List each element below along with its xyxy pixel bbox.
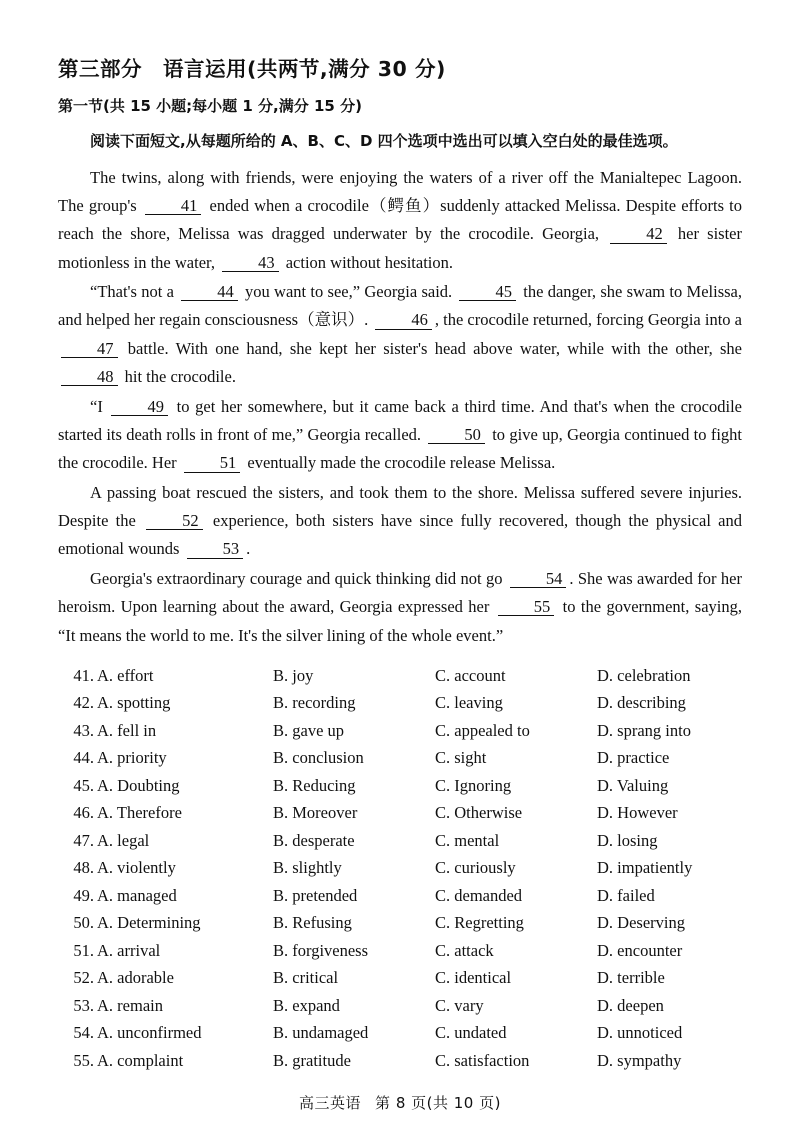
question-row	[58, 1023, 742, 1043]
passage-text: , the crocodile returned, forcing Georgia into a	[434, 310, 742, 330]
footer-page: 第 8 页(共 10 页)	[375, 1094, 501, 1112]
option-c[interactable]: C. satisfaction	[435, 1050, 530, 1070]
option-b[interactable]: B. forgiveness	[273, 940, 369, 960]
answer-blank[interactable]: 44	[181, 283, 238, 301]
option-d[interactable]: D. celebration	[597, 665, 691, 685]
answer-blank[interactable]: 49	[111, 398, 168, 416]
passage-text: eventually made the crocodile release Melissa.	[243, 453, 556, 473]
option-a[interactable]: A. spotting	[97, 693, 171, 713]
option-a[interactable]: A. legal	[97, 830, 150, 850]
question-number: 52.	[73, 968, 94, 988]
question-number: 48.	[73, 858, 94, 878]
option-c[interactable]: C. demanded	[435, 885, 523, 905]
passage-text: “That's not a	[90, 282, 179, 301]
option-b[interactable]: B. expand	[273, 995, 340, 1015]
option-d[interactable]: D. sympathy	[597, 1050, 682, 1070]
question-row	[58, 968, 742, 988]
option-d[interactable]: D. Deserving	[597, 913, 685, 933]
answer-blank[interactable]: 50	[428, 426, 485, 444]
instruction-text: 阅读下面短文,从每题所给的 A、B、C、D 四个选项中选出可以填入空白处的最佳选项。	[90, 132, 678, 150]
option-c[interactable]: C. sight	[435, 748, 487, 768]
option-b[interactable]: B. pretended	[273, 885, 358, 905]
passage-text: The twins, along with friends, were enjoying the waters of a river off the Manialtepec Lagoon. The group's	[58, 167, 742, 215]
answer-blank[interactable]: 52	[146, 512, 203, 530]
cloze-passage	[58, 164, 742, 650]
passage-text: her sister motionless in the water,	[58, 224, 742, 272]
option-b[interactable]: B. undamaged	[273, 1023, 369, 1043]
option-b[interactable]: B. conclusion	[273, 748, 364, 768]
question-row	[58, 941, 742, 961]
option-d[interactable]: D. impatiently	[597, 858, 693, 878]
option-b[interactable]: B. joy	[273, 665, 314, 685]
passage-text: to give up, Georgia continued to fight the crocodile. Her	[58, 424, 742, 473]
question-number: 53.	[73, 995, 94, 1015]
answer-blank[interactable]: 41	[145, 197, 202, 215]
passage-paragraph	[58, 565, 742, 650]
option-a[interactable]: A. Doubting	[97, 775, 180, 795]
page-footer	[0, 1092, 800, 1113]
option-c[interactable]: C. vary	[435, 995, 484, 1015]
passage-text: battle. With one hand, she kept her sister's head above water, while with the other, she	[120, 338, 742, 358]
question-number: 42.	[73, 693, 94, 713]
option-c[interactable]: C. account	[435, 665, 506, 685]
option-c[interactable]: C. appealed to	[435, 720, 530, 740]
passage-text: hit the crocodile.	[120, 367, 236, 387]
option-b[interactable]: B. Moreover	[273, 803, 358, 823]
passage-paragraph	[58, 164, 742, 278]
option-a[interactable]: A. effort	[97, 665, 154, 685]
passage-text: action without hesitation.	[281, 252, 453, 272]
passage-text: Georgia's extraordinary courage and quick thinking did not go	[90, 568, 507, 588]
passage-paragraph	[58, 393, 742, 478]
question-number: 41.	[73, 665, 94, 685]
answer-blank[interactable]: 47	[61, 340, 118, 358]
passage-text: .	[246, 539, 251, 559]
answer-blank[interactable]: 42	[610, 225, 667, 243]
question-row	[58, 886, 742, 906]
option-c[interactable]: C. Regretting	[435, 913, 524, 933]
option-b[interactable]: B. gratitude	[273, 1050, 351, 1070]
answer-blank[interactable]: 55	[498, 598, 555, 616]
option-a[interactable]: A. adorable	[97, 968, 174, 988]
question-number: 50.	[73, 913, 94, 933]
subsection-title: 第一节(共 15 小题;每小题 1 分,满分 15 分)	[58, 97, 362, 115]
question-number: 43.	[73, 720, 94, 740]
option-a[interactable]: A. managed	[97, 885, 177, 905]
option-a[interactable]: A. Therefore	[97, 803, 182, 823]
question-number: 46.	[73, 803, 94, 823]
passage-text: ended when a crocodile（鳄鱼）suddenly attacked Melissa. Despite efforts to reach the shore, Melissa was dragged underwater by the crocodile. Georgia,	[58, 195, 742, 244]
option-d[interactable]: D. However	[597, 803, 678, 823]
passage-text: to get her somewhere, but it came back a third time. And that's when the crocodile started its death rolls in front of me,” Georgia recalled.	[58, 396, 742, 444]
option-c[interactable]: C. Ignoring	[435, 775, 512, 795]
question-row	[58, 666, 742, 686]
footer-subject: 高三英语	[299, 1094, 362, 1112]
passage-paragraph	[58, 479, 742, 564]
option-c[interactable]: C. identical	[435, 968, 512, 988]
passage-text: . She was awarded for her heroism. Upon learning about the award, Georgia expressed her	[58, 568, 742, 617]
question-number: 47.	[73, 830, 94, 850]
option-a[interactable]: A. violently	[97, 858, 176, 878]
passage-text: A passing boat rescued the sisters, and took them to the shore. Melissa suffered severe injuries. Despite the	[58, 482, 742, 530]
question-row	[58, 721, 742, 741]
passage-text: experience, both sisters have since fully recovered, though the physical and emotional wounds	[58, 511, 743, 559]
passage-text: “I	[90, 396, 109, 416]
option-b[interactable]: B. Reducing	[273, 775, 356, 795]
answer-blank[interactable]: 43	[222, 254, 279, 272]
question-row	[58, 831, 742, 851]
option-a[interactable]: A. fell in	[97, 720, 157, 740]
answer-blank[interactable]: 53	[187, 540, 244, 558]
answer-blank[interactable]: 45	[459, 283, 516, 301]
section-title: 第三部分 语言运用(共两节,满分 30 分)	[58, 57, 446, 81]
option-d[interactable]: D. describing	[597, 693, 686, 713]
option-d[interactable]: D. losing	[597, 830, 658, 850]
option-b[interactable]: B. recording	[273, 693, 356, 713]
passage-paragraph	[58, 278, 742, 392]
question-number: 54.	[73, 1023, 94, 1043]
option-b[interactable]: B. gave up	[273, 720, 345, 740]
answer-blank[interactable]: 54	[510, 570, 567, 588]
answer-blank[interactable]: 48	[61, 368, 118, 386]
passage-text: you want to see,” Georgia said.	[240, 282, 457, 301]
option-c[interactable]: C. Otherwise	[435, 803, 523, 823]
option-d[interactable]: D. terrible	[597, 968, 665, 988]
option-c[interactable]: C. attack	[435, 940, 494, 960]
option-d[interactable]: D. encounter	[597, 940, 683, 960]
option-d[interactable]: D. sprang into	[597, 720, 691, 740]
option-b[interactable]: B. slightly	[273, 858, 342, 878]
question-row	[58, 693, 742, 713]
question-row	[58, 1051, 742, 1071]
option-d[interactable]: D. failed	[597, 885, 655, 905]
question-number: 49.	[73, 885, 94, 905]
question-row	[58, 858, 742, 878]
question-number: 45.	[73, 775, 94, 795]
question-row	[58, 748, 742, 768]
option-d[interactable]: D. Valuing	[597, 775, 669, 795]
passage-text: to the government, saying, “It means the world to me. It's the silver lining of the whole event.”	[58, 597, 742, 645]
question-row	[58, 776, 742, 796]
question-row	[58, 803, 742, 823]
option-c[interactable]: C. curiously	[435, 858, 516, 878]
question-number: 55.	[73, 1050, 94, 1070]
question-number: 51.	[73, 940, 94, 960]
question-row	[58, 996, 742, 1016]
option-b[interactable]: B. desperate	[273, 830, 355, 850]
option-b[interactable]: B. critical	[273, 968, 339, 988]
option-a[interactable]: A. complaint	[97, 1050, 184, 1070]
question-row	[58, 913, 742, 933]
option-a[interactable]: A. unconfirmed	[97, 1023, 202, 1043]
option-d[interactable]: D. unnoticed	[597, 1023, 683, 1043]
options-list	[58, 666, 742, 1071]
answer-blank[interactable]: 51	[184, 454, 241, 472]
option-a[interactable]: A. remain	[97, 995, 163, 1015]
passage-text: the danger, she swam to Melissa, and helped her regain consciousness（意识）.	[58, 282, 742, 330]
answer-blank[interactable]: 46	[375, 311, 432, 329]
option-a[interactable]: A. arrival	[97, 940, 161, 960]
option-a[interactable]: A. priority	[97, 748, 167, 768]
option-c[interactable]: C. undated	[435, 1023, 507, 1043]
option-c[interactable]: C. leaving	[435, 693, 503, 713]
option-a[interactable]: A. Determining	[97, 913, 201, 933]
option-b[interactable]: B. Refusing	[273, 913, 352, 933]
question-number: 44.	[73, 748, 94, 768]
option-c[interactable]: C. mental	[435, 830, 500, 850]
option-d[interactable]: D. practice	[597, 748, 670, 768]
option-d[interactable]: D. deepen	[597, 995, 664, 1015]
